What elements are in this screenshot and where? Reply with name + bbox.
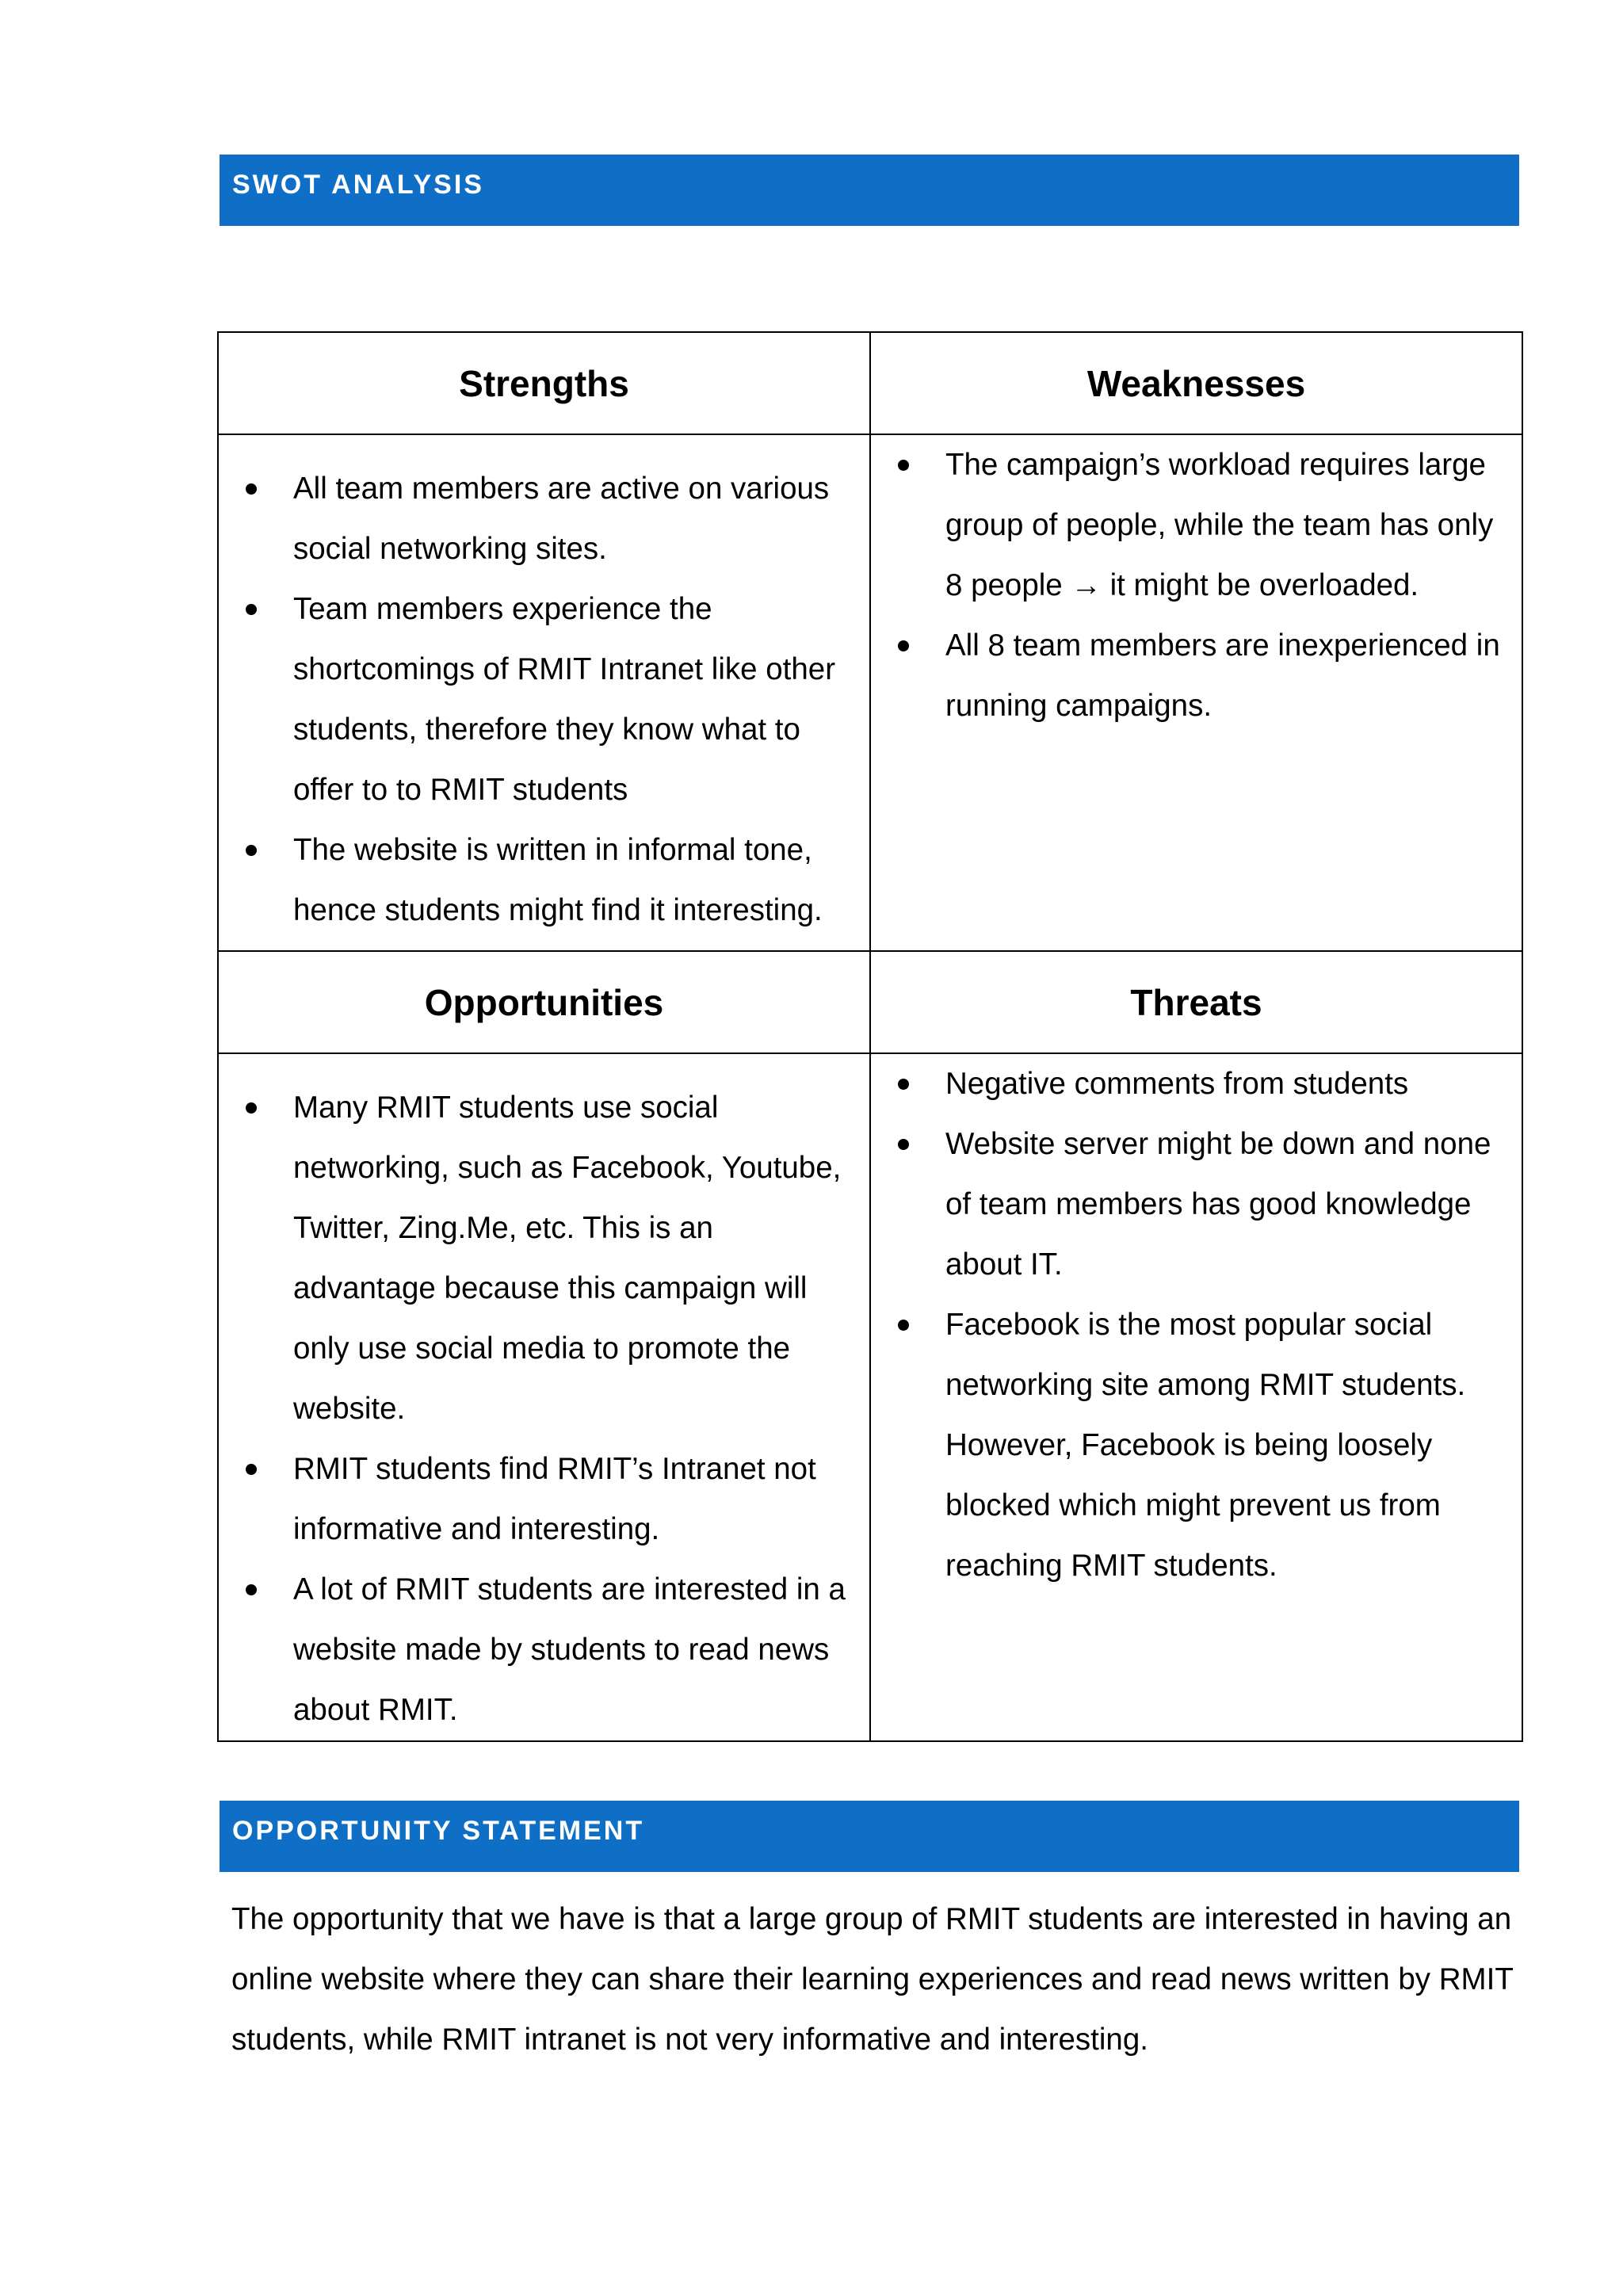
swot-table — [217, 331, 1523, 1742]
bullet-icon — [246, 845, 257, 856]
swot-header-row-top — [218, 332, 1522, 434]
opportunity-statement-body: The opportunity that we have is that a large group of RMIT students are interested in having an online website where they can share their learning experiences and read news written by RMIT students, while RMIT intranet is not very informative and interesting. — [231, 1902, 1514, 2057]
opportunities-list — [219, 1054, 869, 1740]
list-item-text: Facebook is the most popular social networking site among RMIT students. However, Facebook is being loosely blocked which might prevent us from reaching RMIT students. — [945, 1308, 1466, 1583]
list-item-text: All team members are active on various social networking sites. — [293, 472, 830, 566]
list-item-text: RMIT students find RMIT’s Intranet not informative and interesting. — [293, 1452, 816, 1546]
list-item — [230, 820, 854, 941]
list-item-text: Website server might be down and none of team members has good knowledge about IT. — [945, 1127, 1491, 1282]
list-item — [230, 1078, 854, 1439]
weaknesses-heading: Weaknesses — [870, 332, 1522, 434]
strengths-heading: Strengths — [218, 332, 870, 434]
list-item — [882, 1295, 1510, 1596]
bullet-icon — [898, 1320, 909, 1331]
list-item-text: The website is written in informal tone, hence students might find it interesting. — [293, 833, 823, 927]
opportunity-statement-heading-text: OPPORTUNITY STATEMENT — [232, 1816, 645, 1846]
list-item — [230, 1560, 854, 1740]
threats-list — [871, 1054, 1522, 1596]
swot-header-row-bottom — [218, 951, 1522, 1053]
strengths-cell — [218, 434, 870, 951]
list-item-text: Team members experience the shortcomings of RMIT Intranet like other students, therefore they know what to offer to to RMIT students — [293, 592, 836, 807]
bullet-icon — [246, 1464, 257, 1475]
list-item-text: Many RMIT students use social networking, such as Facebook, Youtube, Twitter, Zing.Me, etc. This is an advantage because this campaign will only use social media to promote the website. — [293, 1091, 842, 1426]
list-item-text: All 8 team members are inexperienced in running campaigns. — [945, 628, 1500, 723]
opportunity-statement-heading — [220, 1801, 1519, 1872]
list-item — [882, 616, 1510, 736]
opportunities-cell — [218, 1053, 870, 1741]
bullet-icon — [246, 483, 257, 495]
swot-content-row-bottom — [218, 1053, 1522, 1741]
threats-cell — [870, 1053, 1522, 1741]
list-item-text: Negative comments from students — [945, 1067, 1409, 1101]
bullet-icon — [898, 460, 909, 471]
swot-analysis-heading-text: SWOT ANALYSIS — [232, 170, 484, 200]
strengths-list — [219, 435, 869, 941]
list-item — [882, 435, 1510, 616]
list-item-text: The campaign’s workload requires large group of people, while the team has only 8 people → it might be overloaded. — [945, 448, 1494, 602]
bullet-icon — [898, 1079, 909, 1090]
weaknesses-cell — [870, 434, 1522, 951]
bullet-icon — [246, 1584, 257, 1595]
weaknesses-list — [871, 435, 1522, 736]
swot-analysis-heading — [220, 155, 1519, 226]
threats-heading: Threats — [870, 951, 1522, 1053]
bullet-icon — [898, 640, 909, 651]
opportunities-heading: Opportunities — [218, 951, 870, 1053]
list-item — [230, 579, 854, 820]
list-item-text: A lot of RMIT students are interested in a website made by students to read news about RMIT. — [293, 1572, 846, 1727]
bullet-icon — [898, 1139, 909, 1150]
list-item — [230, 1439, 854, 1560]
bullet-icon — [246, 604, 257, 615]
bullet-icon — [246, 1102, 257, 1114]
swot-content-row-top — [218, 434, 1522, 951]
list-item — [882, 1054, 1510, 1114]
list-item — [882, 1114, 1510, 1295]
list-item — [230, 459, 854, 579]
